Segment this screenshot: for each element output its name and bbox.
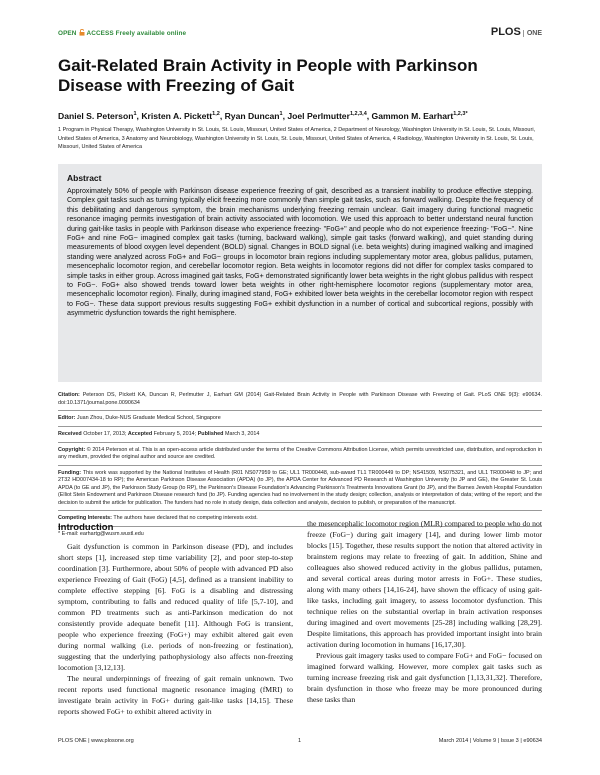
funding-label: Funding: xyxy=(58,469,82,476)
competing-label: Competing Interests: xyxy=(58,515,112,522)
received-label: Received xyxy=(58,430,82,437)
editor xyxy=(58,415,542,423)
copyright-label: Copyright: xyxy=(58,446,86,453)
accepted-label: Accepted xyxy=(127,430,153,437)
funding xyxy=(58,470,542,508)
introduction-heading: Introduction xyxy=(58,522,114,533)
page-number: 1 xyxy=(298,738,302,744)
abstract-heading: Abstract xyxy=(67,173,102,183)
accepted-date: February 5, 2014; xyxy=(153,430,197,437)
author-sup: 1,2,3* xyxy=(453,111,468,117)
published-label: Published xyxy=(197,430,224,437)
footer-journal: PLOS ONE | www.plosone.org xyxy=(58,738,134,744)
author-list: Daniel S. Peterson$^1$, Kristen A. Pickett$^{1,2}$, Ryan Duncan$^1$, Joel Perlmutter$^{1,2,3,4}$, Gammon M. Earhart$^{1,2,3*}$ xyxy=(58,110,468,121)
author-sup: 1 xyxy=(279,111,283,117)
author-name: Daniel S. Peterson xyxy=(58,110,134,121)
corresponding-email: * E-mail: earhartg@wusm.wustl.edu xyxy=(58,531,144,538)
body-paragraph: The neural underpinnings of freezing of gait remain unknown. Two recent reports used functional magnetic resonance imaging (fMRI) to investigate brain activity in FoG+ during gait-like tasks [14,15]. These reports showed FoG+ to exhibit altered activity in xyxy=(58,674,293,716)
plos-logo-text: PLOS xyxy=(490,26,521,38)
author-sup: 1,2 xyxy=(212,111,220,117)
abstract-text: Approximately 50% of people with Parkinson disease experience freezing of gait, described as a transient inability to produce effective stepping. Complex gait tasks such as turning typically elicit freezing more commonly than simple gait tasks, such as forward walking. Despite the frequency of this debilitating and dangerous symptom, the brain mechanisms underlying freezing remain unclear. Gait imagery during functional magnetic resonance imaging permits investigation of brain activity associated with locomotion. We used this approach to better understand neural function during gait-like tasks in people with Parkinson disease who experience freezing- "FoG+" and people who do not experience freezing- "FoG−". Nine FoG+ and nine FoG− imagined complex gait tasks (turning, backward walking), simple gait tasks (forward walking), and quiet standing during measurements of blood oxygen level dependent (BOLD) signal. Changes in BOLD signal (i.e. beta weights) during imagined walking and imagined standing were analyzed across FoG+ and FoG− groups in locomotor brain regions including supplementary motor area, globus pallidus, putamen, mesencephalic locomotor region, and cerebellar locomotor region. Beta weights in locomotor regions did not differ for complex tasks compared to simple tasks in either group. Across imagined gait tasks, FoG+ demonstrated significantly lower beta weights in the right globus pallidus with respect to FoG−. FoG+ also showed trends toward lower beta weights in other right-hemisphere locomotor regions (supplementary motor area, mesencephalic locomotor region). Finally, during imagined stand, FoG+ exhibited lower beta weights in the cerebellar locomotor region with respect to FoG−. These data support previous results suggesting FoG+ exhibit dysfunction in a number of cortical and subcortical regions, possibly with asymmetric dysfunction towards the right hemisphere. xyxy=(67,187,533,318)
funding-text: This work was supported by the National Institutes of Health (R01 NS077959 to GE; UL1 TR000448, sub-award TL1 TR000449 to DP; NS41509, NS075321, and UL1 TR000448 to JP; and 2T32 HD007434-18 to RP); the American Parkinson Disease Association (APDA) (to JP), the APDA Center for Advanced PD Research at Washington University (to JP and GE), the Greater St. Louis APDA (to GE and JP), the Parkinson Study Group (to RP), the Parkinson's Disease Foundation's Advancing Parkinson's Treatments Innovations Grant (to JP), and the Barnes Jewish Hospital Foundation (Elliot Stein Endowment and Parkinson Disease research fund (to JP). Funding agencies had no involvement in the study design; collection, analysis or interpretation of data; writing of the report; and the decision to submit the article for publication. The funders had no role in study design, data collection and analysis, decision to publish, or preparation of the manuscript. xyxy=(58,469,542,506)
published-date: March 3, 2014 xyxy=(224,430,260,437)
body-column-right xyxy=(307,518,542,705)
author-name: Gammon M. Earhart xyxy=(371,110,454,121)
copyright xyxy=(58,447,542,462)
citation xyxy=(58,392,542,407)
abstract-box xyxy=(58,164,542,382)
divider xyxy=(58,510,542,511)
divider xyxy=(58,426,542,427)
competing-text: The authors have declared that no competing interests exist. xyxy=(113,515,258,522)
dates xyxy=(58,431,542,439)
author-name: Ryan Duncan xyxy=(224,110,280,121)
footer-issue: March 2014 | Volume 9 | Issue 3 | e90634 xyxy=(438,738,542,744)
body-paragraph: Gait dysfunction is common in Parkinson disease (PD), and includes short steps [1], increased step time variability [2], and poor step-to-step coordination [3]. Furthermore, about 50% of people with advanced PD also experience Freezing of Gait (FoG) [4,5], defined as a transient inability to complete effective stepping [6]. FoG is a disabling and distressing symptom, contributing to falls and reduced quality of life [5,7-10], and common PD treatments such as anti-Parkinson medication do not consistently provide adequate benefit [11]. Although FoG is transient, people who experience freezing (FoG+) may exhibit altered gait even during normal walking (i.e. periods of non-freezing or festination), suggesting that the underlying pathophysiology also affects non-freezing locomotion [3,12,13]. xyxy=(58,542,293,672)
affiliations: 1 Program in Physical Therapy, Washington University in St. Louis, St. Louis, Missouri, United States of America, 2 Department of Neurology, Washington University in St. Louis, St. Louis, Missouri, United States of America, 3 Anatomy and Neurobiology, Washington University in St. Louis, St. Louis, Missouri, United States of America, 4 Radiology, Washington University in St. Louis, St. Louis, Missouri, United States of America xyxy=(58,127,536,151)
author-sup: 1 xyxy=(133,111,137,117)
author-sup: 1,2,3,4 xyxy=(349,111,367,117)
body-paragraph: the mesencephalic locomotor region (MLR) compared to people who do not freeze (FoG−) during gait imagery [14], and during lower limb motor blocks [15]. Together, these results support the notion that altered activity in brainstem regions may relate to freezing of gait. In addition, Shine and colleagues also showed reduced activity in the globus pallidus, putamen, and several cortical areas during motor arrests in FoG+. These studies, along with many others [14,16-24], have shown the efficacy of using gait-like tasks, including gait imagery, to assess locomotor dysfunction. This technique relies on the substantial overlap in brain activation responses during imagined and overt movements [25-28] including walking [28,29]. Despite limitations, this approach has provided important insight into brain activation during locomotion in humans [16,17,30]. xyxy=(307,519,542,649)
citation-label: Citation: xyxy=(58,392,80,398)
author-name: Joel Perlmutter xyxy=(287,110,350,121)
open-access-badge xyxy=(58,29,186,37)
body-paragraph: Previous gait imagery tasks used to compare FoG+ and FoG− focused on imagined forward walking. However, more complex gait tasks such as turning increase freezing risk and gait dysfunction [1,13,31,32]. Therefore, brain dysfunction in those who freeze may be more pronounced during these tasks than xyxy=(307,651,542,704)
divider xyxy=(58,465,542,466)
open-label: OPEN xyxy=(58,30,77,37)
divider xyxy=(58,442,542,443)
article-title: Gait-Related Brain Activity in People with Parkinson Disease with Freezing of Gait xyxy=(58,56,478,95)
plos-one-logo xyxy=(491,26,542,38)
author-name: Kristen A. Pickett xyxy=(141,110,213,121)
one-logo-text: ONE xyxy=(523,30,542,37)
body-column-left xyxy=(58,522,293,717)
open-lock-icon xyxy=(79,29,85,36)
editor-label: Editor: xyxy=(58,415,76,422)
journal-header xyxy=(58,26,542,44)
editor-text: Juan Zhou, Duke-NUS Graduate Medical School, Singapore xyxy=(76,415,221,422)
divider xyxy=(58,410,542,411)
copyright-text: © 2014 Peterson et al. This is an open-access article distributed under the terms of the Creative Commons Attribution License, which permits unrestricted use, distribution, and reproduction in any medium, provided the original author and source are credited. xyxy=(58,446,542,461)
access-label: ACCESS Freely available online xyxy=(86,30,187,37)
citation-text: Peterson DS, Pickett KA, Duncan R, Perlmutter J, Earhart GM (2014) Gait-Related Brain Activity in People with Parkinson Disease with Freezing of Gait. PLoS ONE 9(3): e90634. doi:10.1371/journal.pone.0090634 xyxy=(58,392,542,406)
received-date: October 17, 2013; xyxy=(83,430,127,437)
